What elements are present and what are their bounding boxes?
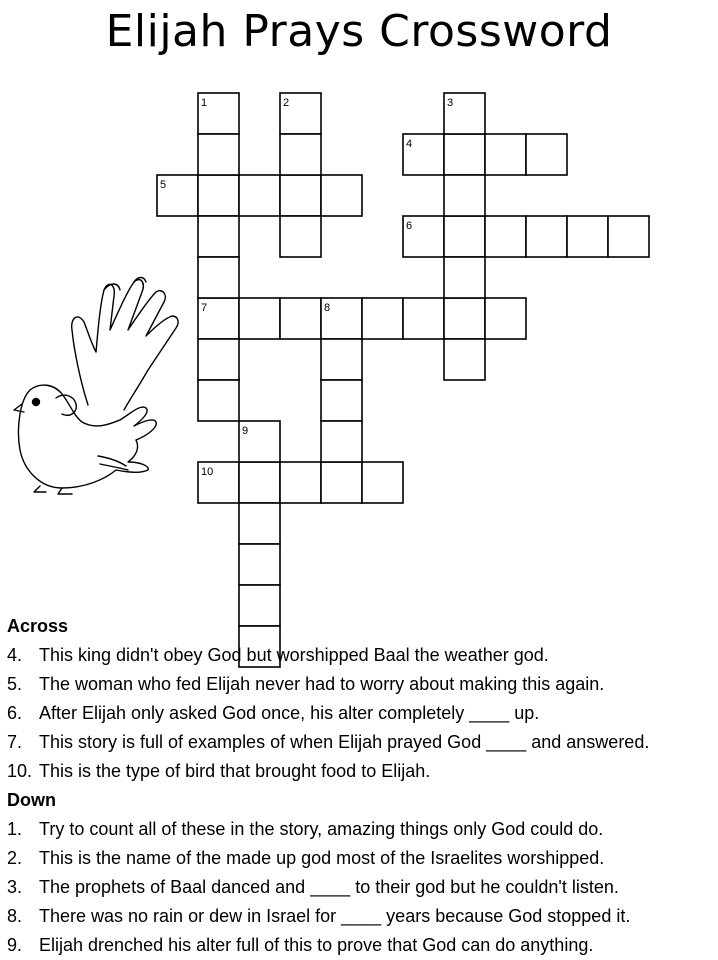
crossword-cell[interactable] bbox=[198, 257, 239, 298]
crossword-cell[interactable] bbox=[239, 298, 280, 339]
crossword-cell[interactable] bbox=[526, 134, 567, 175]
crossword-cell[interactable] bbox=[444, 216, 485, 257]
crossword-cell[interactable] bbox=[362, 462, 403, 503]
crossword-cell[interactable] bbox=[485, 298, 526, 339]
crossword-cell[interactable] bbox=[321, 380, 362, 421]
clue-down-1 bbox=[7, 815, 717, 844]
crossword-cell[interactable] bbox=[608, 216, 649, 257]
clue-text: The woman who fed Elijah never had to worry about making this again. bbox=[39, 674, 605, 694]
clue-number-label: 3 bbox=[447, 97, 454, 109]
crossword-cell[interactable] bbox=[444, 298, 485, 339]
crossword-cell[interactable] bbox=[321, 339, 362, 380]
crossword-cell[interactable] bbox=[567, 216, 608, 257]
crossword-cells bbox=[157, 93, 649, 667]
crossword-cell[interactable] bbox=[485, 134, 526, 175]
clue-down-8 bbox=[7, 902, 717, 931]
crossword-cell[interactable] bbox=[280, 134, 321, 175]
crossword-cell[interactable] bbox=[321, 175, 362, 216]
crossword-cell[interactable] bbox=[280, 216, 321, 257]
crossword-cell[interactable] bbox=[362, 298, 403, 339]
crossword-cell[interactable] bbox=[526, 216, 567, 257]
clue-number: 3. bbox=[7, 877, 23, 897]
clue-number: 8. bbox=[7, 906, 23, 926]
clue-list bbox=[7, 612, 717, 960]
clue-number-label: 8 bbox=[324, 302, 331, 314]
clue-text: This is the name of the made up god most of the Israelites worshipped. bbox=[39, 848, 605, 868]
page-title: Elijah Prays Crossword bbox=[105, 6, 613, 57]
crossword-cell[interactable] bbox=[198, 216, 239, 257]
crossword-cell[interactable] bbox=[239, 544, 280, 585]
clue-number: 5. bbox=[7, 674, 23, 694]
crossword-cell[interactable] bbox=[239, 175, 280, 216]
crossword-cell[interactable] bbox=[280, 298, 321, 339]
crossword-cell[interactable] bbox=[280, 175, 321, 216]
clue-text: This is the type of bird that brought food to Elijah. bbox=[39, 761, 431, 781]
clue-across-5 bbox=[7, 670, 717, 699]
clue-number-label: 10 bbox=[201, 466, 214, 478]
crossword-cell[interactable] bbox=[403, 298, 444, 339]
clue-text: This king didn't obey God but worshipped Baal the weather god. bbox=[39, 645, 549, 665]
crossword-cell[interactable] bbox=[280, 462, 321, 503]
crossword-cell[interactable] bbox=[239, 503, 280, 544]
clue-down-9 bbox=[7, 931, 717, 960]
clue-number: 1. bbox=[7, 819, 23, 839]
clue-text: After Elijah only asked God once, his alter completely ____ up. bbox=[39, 703, 540, 723]
clue-across-7 bbox=[7, 728, 717, 757]
clue-down-2 bbox=[7, 844, 717, 873]
clue-number: 4. bbox=[7, 645, 23, 665]
clue-number-label: 2 bbox=[283, 97, 290, 109]
down-heading: Down bbox=[7, 790, 56, 810]
clue-number-label: 6 bbox=[406, 220, 413, 232]
crossword-cell[interactable] bbox=[485, 216, 526, 257]
crossword-cell[interactable] bbox=[198, 380, 239, 421]
clue-number: 10. bbox=[7, 761, 33, 781]
crossword-cell[interactable] bbox=[444, 339, 485, 380]
clue-text: This story is full of examples of when Elijah prayed God ____ and answered. bbox=[39, 732, 650, 752]
clue-text: Elijah drenched his alter full of this to prove that God can do anything. bbox=[39, 935, 594, 955]
clue-number-label: 9 bbox=[242, 425, 249, 437]
crossword-cell[interactable] bbox=[239, 462, 280, 503]
clue-number-label: 7 bbox=[201, 302, 208, 314]
crossword-cell[interactable] bbox=[444, 134, 485, 175]
clue-text: There was no rain or dew in Israel for ____ years because God stopped it. bbox=[39, 906, 631, 926]
clue-number: 9. bbox=[7, 935, 23, 955]
clue-text: Try to count all of these in the story, amazing things only God could do. bbox=[39, 819, 604, 839]
clue-number-label: 1 bbox=[201, 97, 208, 109]
crossword-cell[interactable] bbox=[321, 462, 362, 503]
crossword-cell[interactable] bbox=[444, 257, 485, 298]
clue-across-4 bbox=[7, 641, 717, 670]
clue-number-label: 4 bbox=[406, 138, 413, 150]
praying-hands-dove-illustration bbox=[14, 278, 178, 495]
clue-across-6 bbox=[7, 699, 717, 728]
clue-number: 7. bbox=[7, 732, 23, 752]
crossword-cell[interactable] bbox=[198, 175, 239, 216]
crossword-cell[interactable] bbox=[444, 175, 485, 216]
clue-across-10 bbox=[7, 757, 717, 786]
clue-number: 6. bbox=[7, 703, 23, 723]
clue-text: The prophets of Baal danced and ____ to their god but he couldn't listen. bbox=[39, 877, 619, 897]
clue-number-label: 5 bbox=[160, 179, 167, 191]
crossword-cell[interactable] bbox=[321, 421, 362, 462]
clue-number: 2. bbox=[7, 848, 23, 868]
crossword-cell[interactable] bbox=[198, 134, 239, 175]
clue-down-3 bbox=[7, 873, 717, 902]
crossword-cell[interactable] bbox=[198, 339, 239, 380]
across-heading: Across bbox=[7, 616, 69, 636]
